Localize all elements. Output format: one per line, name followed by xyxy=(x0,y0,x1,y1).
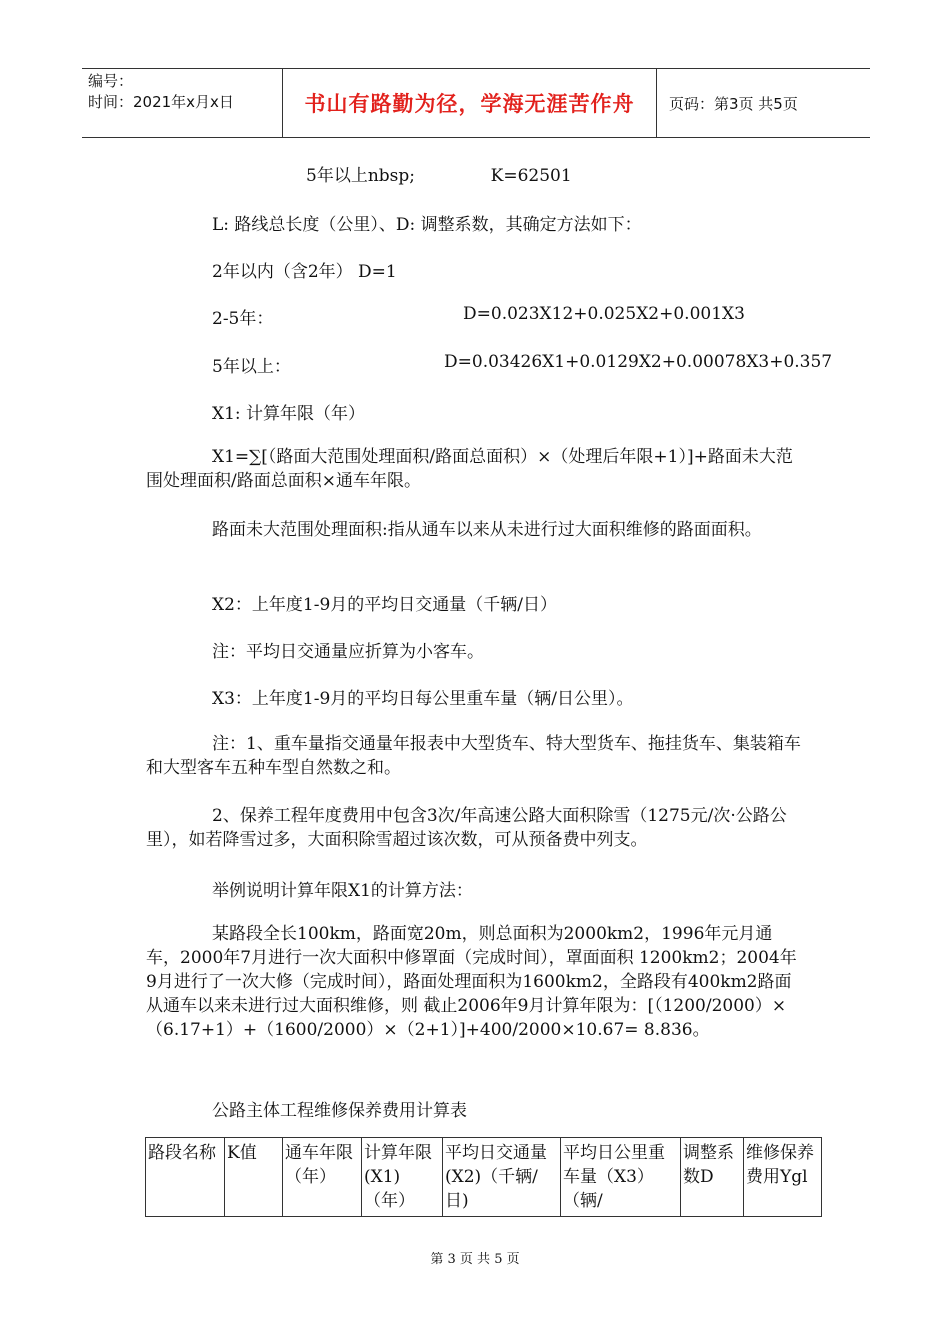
formula: D=0.03426X1+0.0129X2+0.00078X3+0.357 xyxy=(444,352,833,372)
text-line: X3：上年度1-9月的平均日每公里重车量（辆/日公里）。 xyxy=(212,689,634,709)
header-meta xyxy=(82,69,283,137)
paragraph: 某路段全长100km，路面宽20m，则总面积为2000km2，1996年元月通车，2000年7月进行一次大面积中修罩面（完成时间），罩面面积 1200km2；2004年9月进行了一次大修（完成时间），路面处理面积为1600km2，全路段有400km2路面从通车以来未进行过大面积维修，则 截止2006年9月计算年限为：[（1200/2000）×（6.17+1）+（1600/2000）×（2+1）]+400/2000×10.67= 8.836。 xyxy=(146,924,797,1040)
formula: D=0.023X12+0.025X2+0.001X3 xyxy=(463,304,745,324)
paragraph: 注：1、重车量指交通量年报表中大型货车、特大型货车、拖挂货车、集装箱车和大型客车五种车型自然数之和。 xyxy=(146,734,801,778)
table-header-cell: 计算年限(X1)（年） xyxy=(362,1138,443,1217)
table-header-cell: 平均日公里重车量（X3）（辆/ xyxy=(561,1138,681,1217)
table-header-cell: 维修保养费用Ygl xyxy=(744,1138,822,1217)
paragraph: X1=∑[（路面大范围处理面积/路面总面积）×（处理后年限+1）]+路面未大范围处理面积/路面总面积×通车年限。 xyxy=(146,447,793,491)
table-header-cell: 路段名称 xyxy=(146,1138,225,1217)
page-header xyxy=(82,68,870,138)
table-header-cell: 调整系数D xyxy=(681,1138,744,1217)
motto: 书山有路勤为径，学海无涯苦作舟 xyxy=(283,69,657,137)
text-line: 举例说明计算年限X1的计算方法： xyxy=(212,881,473,901)
paragraph: 路面未大范围处理面积:指从通车以来从未进行过大面积维修的路面面积。 xyxy=(212,520,762,540)
text-line: 2年以内（含2年） D=1 xyxy=(212,262,397,282)
number-label: 编号： xyxy=(88,72,134,90)
cost-table xyxy=(145,1137,822,1217)
text-line: 注：平均日交通量应折算为小客车。 xyxy=(212,642,484,662)
paragraph: 2、保养工程年度费用中包含3次/年高速公路大面积除雪（1275元/次·公路公里），如若降雪过多，大面积除雪超过该次数，可从预备费中列支。 xyxy=(146,806,787,850)
table-header-cell: K值 xyxy=(225,1138,283,1217)
table-title: 公路主体工程维修保养费用计算表 xyxy=(212,1101,467,1121)
table-header-cell: 平均日交通量(X2)（千辆/日) xyxy=(443,1138,561,1217)
text-line: 5年以上： xyxy=(212,357,291,377)
text-line: 2-5年： xyxy=(212,309,274,329)
text-line: L: 路线总长度（公里）、D: 调整系数，其确定方法如下： xyxy=(212,215,642,235)
text-line: X2：上年度1-9月的平均日交通量（千辆/日） xyxy=(212,595,558,615)
table-header-row xyxy=(146,1138,822,1217)
text-line: X1: 计算年限（年） xyxy=(212,404,366,424)
text-line: 5年以上nbsp; K=62501 xyxy=(306,166,572,186)
page-footer: 第 3 页 共 5 页 xyxy=(430,1252,520,1267)
date-label: 时间：2021年x月x日 xyxy=(88,93,234,111)
page-label: 页码：第3页 共5页 xyxy=(669,94,798,113)
table-header-cell: 通车年限（年） xyxy=(283,1138,362,1217)
